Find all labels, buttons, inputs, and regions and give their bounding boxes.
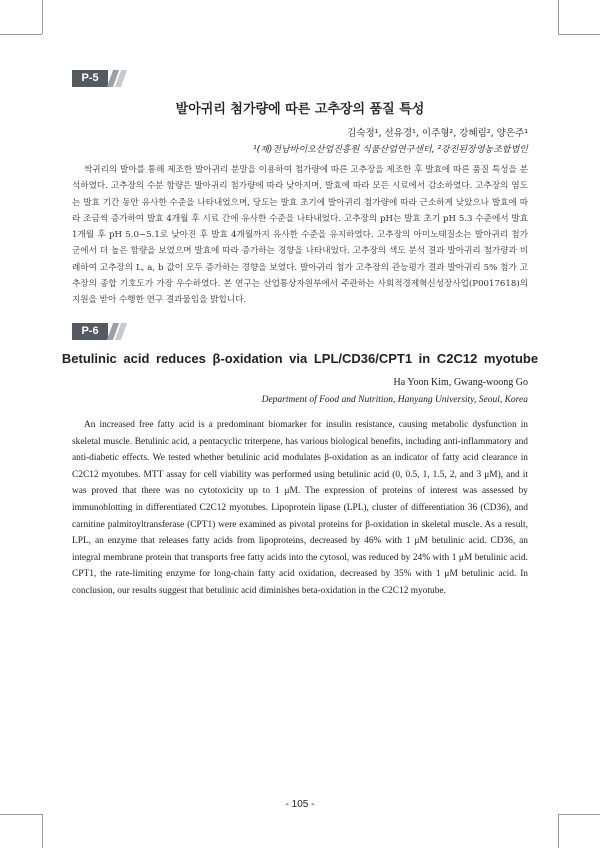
abstract-authors-p5: 김숙정¹, 선유경¹, 이주형², 강혜림², 양은주¹ [347,128,528,139]
abstract-authors-p6: Ha Yoon Kim, Gwang-woong Go [393,377,528,388]
abstract-tag-p5 [72,70,120,87]
crop-mark [558,34,600,35]
crop-mark [558,814,559,848]
tag-label: P-6 [72,323,108,340]
abstract-affiliation-p6: Department of Food and Nutrition, Hanyang University, Seoul, Korea [261,395,528,405]
abstract-title-p6: Betulinic acid reduces β-oxidation via LPL/CD36/CPT1 in C2C12 myotube [61,351,539,366]
page-number: - 105 - [285,799,315,810]
crop-mark [558,0,559,34]
abstract-body-p5: 싹귀리의 발아를 통해 제조한 발아귀리 분말을 이용하여 첨가량에 따른 고추장을 제조한 후 발효에 따른 품질 특성을 분석하였다. 고추장의 수분 함량은 발아귀리 첨가량에 따라 낮아지며, 발효에 따라 모든 시료에서 감소하였다. 고추장의 염도는 발효 기간 동안 유사한 수준을 나타내었으며, 당도는 발효 초기에 발아귀리 첨가량에 따라 근소하게 낮았으나 발효에 따라 조금씩 증가하여 발효 4개월 후 시료 간에 유사한 수준을 나타내었다. 고추장의 pH는 발효 초기 pH 5.3 수준에서 발효 1개월 후 pH 5.0~5.1로 낮아진 후 발효 4개월까지 유사한 수준을 유지하였다. 고추장의 아미노태질소는 발아귀리 첨가군에서 더 높은 함량을 보였으며 발효에 따라 증가하는 경향을 나타내었다. 고추장의 색도 분석 결과 발아귀리 첨가량과 비례하여 고추장의 L, a, b 값이 모두 증가하는 경향을 보였다. 발아귀리 첨가 고추장의 관능평가 결과 발아귀리 5% 첨가 고추장의 종합 기호도가 가장 우수하였다. 본 연구는 산업통상자원부에서 주관하는 사회적경제혁신성장사업(P0017618)의 지원을 받아 수행한 연구 결과물임을 밝힙니다. [72,165,528,306]
crop-mark [0,814,42,815]
abstract-body-p6: An increased free fatty acid is a predominant biomarker for insulin resistance, causing metabolic dysfunction in skeletal muscle. Betulinic acid, a pentacyclic triterpene, has various biological benefits, including anti-inflammatory and anti-diabetic effects. We tested whether betulinic acid modulates β-oxidation as an indicator of fatty acid clearance in C2C12 myotubes. MTT assay for cell viability was performed using betulinic acid (0, 0.5, 1, 1.5, 2, and 3 μM), and it was proved that there was no cytotoxicity up to 1 μM. The expression of proteins of interest was assessed by immunoblotting in differentiated C2C12 myotubes. Lipoprotein lipase (LPL), cluster of differentiation 36 (CD36), and carnitine palmitoyltransferase (CPT1) were examined as pivotal proteins for β-oxidation in skeletal muscle. As a result, LPL, an enzyme that releases fatty acids from lipoproteins, decreased by 46% with 1 μM betulinic acid. CD36, an integral membrane protein that transports free fatty acids into the cytosol, was reduced by 24% with 1 μM betulinic acid. CPT1, the rate-limiting enzyme for long-chain fatty acid oxidation, decreased by 35% with 1 μM betulinic acid. In conclusion, our results suggest that betulinic acid diminishes beta-oxidation in the C2C12 myotube. [72,420,528,596]
tag-label: P-5 [72,70,108,87]
crop-mark [0,34,42,35]
abstract-affiliation-p5: ¹(재)전남바이오산업진흥원 식품산업연구센터, ²강진된장영농조합법인 [253,145,528,155]
abstract-title-p5: 발아귀리 첨가량에 따른 고추장의 품질 특성 [175,102,425,117]
crop-mark [42,814,43,848]
abstract-tag-p6 [72,323,120,340]
crop-mark [558,814,600,815]
crop-mark [42,0,43,34]
